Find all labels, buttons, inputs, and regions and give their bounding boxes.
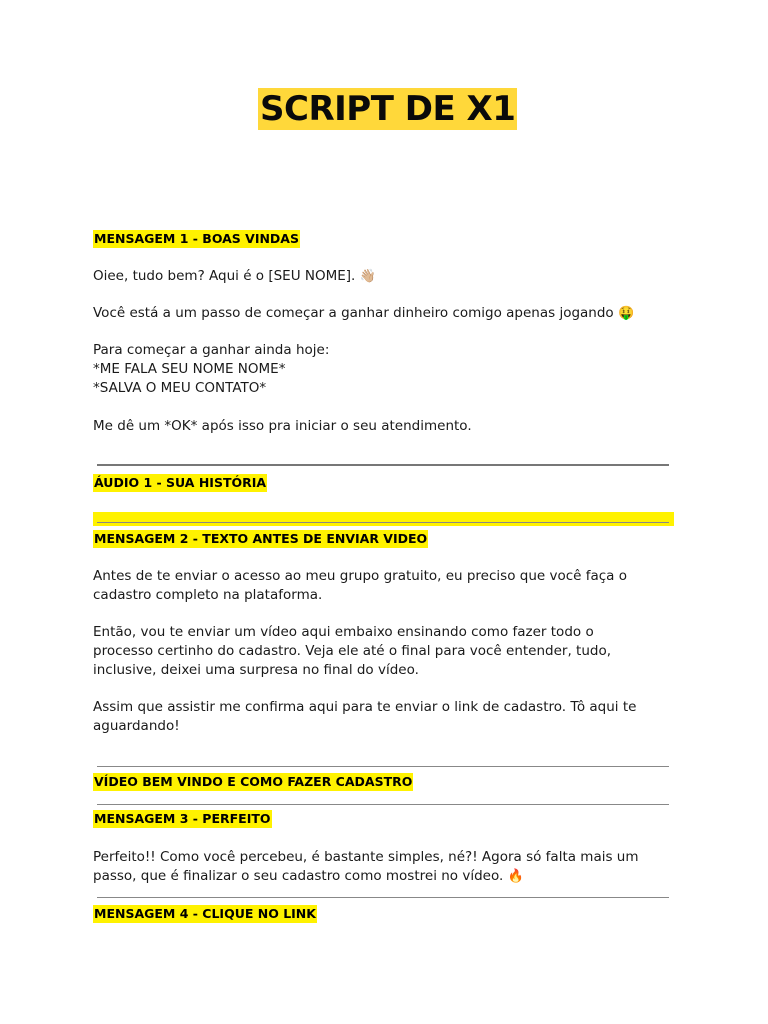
section-heading-audio-1: ÁUDIO 1 - SUA HISTÓRIA xyxy=(94,475,267,490)
section-heading-mensagem-1: MENSAGEM 1 - BOAS VINDAS xyxy=(94,231,299,246)
section-heading-mensagem-3: MENSAGEM 3 - PERFEITO xyxy=(94,811,271,826)
page-title: SCRIPT DE X1 xyxy=(260,89,516,129)
msg1-instruction-line-3: *SALVA O MEU CONTATO* xyxy=(93,380,267,396)
divider-4 xyxy=(97,804,669,805)
msg2-paragraph-3 xyxy=(93,698,673,736)
msg1-paragraph-4 xyxy=(93,417,673,436)
msg2-p2-line-2: processo certinho do cadastro. Veja ele até o final para você entender, tudo, xyxy=(93,643,612,659)
section-heading-video: VÍDEO BEM VINDO E COMO FAZER CADASTRO xyxy=(94,774,413,789)
msg1-greeting-text: Oiee, tudo bem? Aqui é o [SEU NOME]. xyxy=(93,268,356,284)
msg2-paragraph-2 xyxy=(93,623,673,680)
msg2-p3-line-2: aguardando! xyxy=(93,718,180,734)
section-heading-mensagem-4: MENSAGEM 4 - CLIQUE NO LINK xyxy=(94,906,316,921)
money-mouth-face-icon: 🤑 xyxy=(618,306,635,321)
msg2-p3-line-1: Assim que assistir me confirma aqui para te enviar o link de cadastro. Tô aqui te xyxy=(93,699,637,715)
section-heading-mensagem-2: MENSAGEM 2 - TEXTO ANTES DE ENVIAR VIDEO xyxy=(94,531,428,546)
msg3-paragraph-1 xyxy=(93,848,673,886)
divider-2 xyxy=(97,522,669,523)
msg3-p1-line-1: Perfeito!! Como você percebeu, é bastante simples, né?! Agora só falta mais um xyxy=(93,849,639,865)
msg2-paragraph-1 xyxy=(93,567,673,605)
msg1-instruction-line-1: Para começar a ganhar ainda hoje: xyxy=(93,342,330,358)
fire-icon: 🔥 xyxy=(507,869,524,884)
msg1-paragraph-1 xyxy=(93,267,673,286)
msg2-p1-line-2: cadastro completo na plataforma. xyxy=(93,587,323,603)
msg2-p1-line-1: Antes de te enviar o acesso ao meu grupo gratuito, eu preciso que você faça o xyxy=(93,568,628,584)
msg1-paragraph-3 xyxy=(93,341,673,398)
msg1-ok-instruction: Me dê um *OK* após isso pra iniciar o seu atendimento. xyxy=(93,418,472,434)
divider-3 xyxy=(97,766,669,767)
waving-hand-icon: 👋🏼 xyxy=(359,269,376,284)
msg1-instruction-line-2: *ME FALA SEU NOME NOME* xyxy=(93,361,286,377)
divider-1 xyxy=(97,464,669,466)
highlight-band xyxy=(93,512,674,526)
msg1-paragraph-2 xyxy=(93,304,673,323)
msg1-intro-text: Você está a um passo de começar a ganhar dinheiro comigo apenas jogando xyxy=(93,305,614,321)
msg2-p2-line-3: inclusive, deixei uma surpresa no final do vídeo. xyxy=(93,662,419,678)
divider-5 xyxy=(97,897,669,898)
msg2-p2-line-1: Então, vou te enviar um vídeo aqui embaixo ensinando como fazer todo o xyxy=(93,624,594,640)
msg3-p1-line-2: passo, que é finalizar o seu cadastro como mostrei no vídeo. xyxy=(93,868,504,884)
